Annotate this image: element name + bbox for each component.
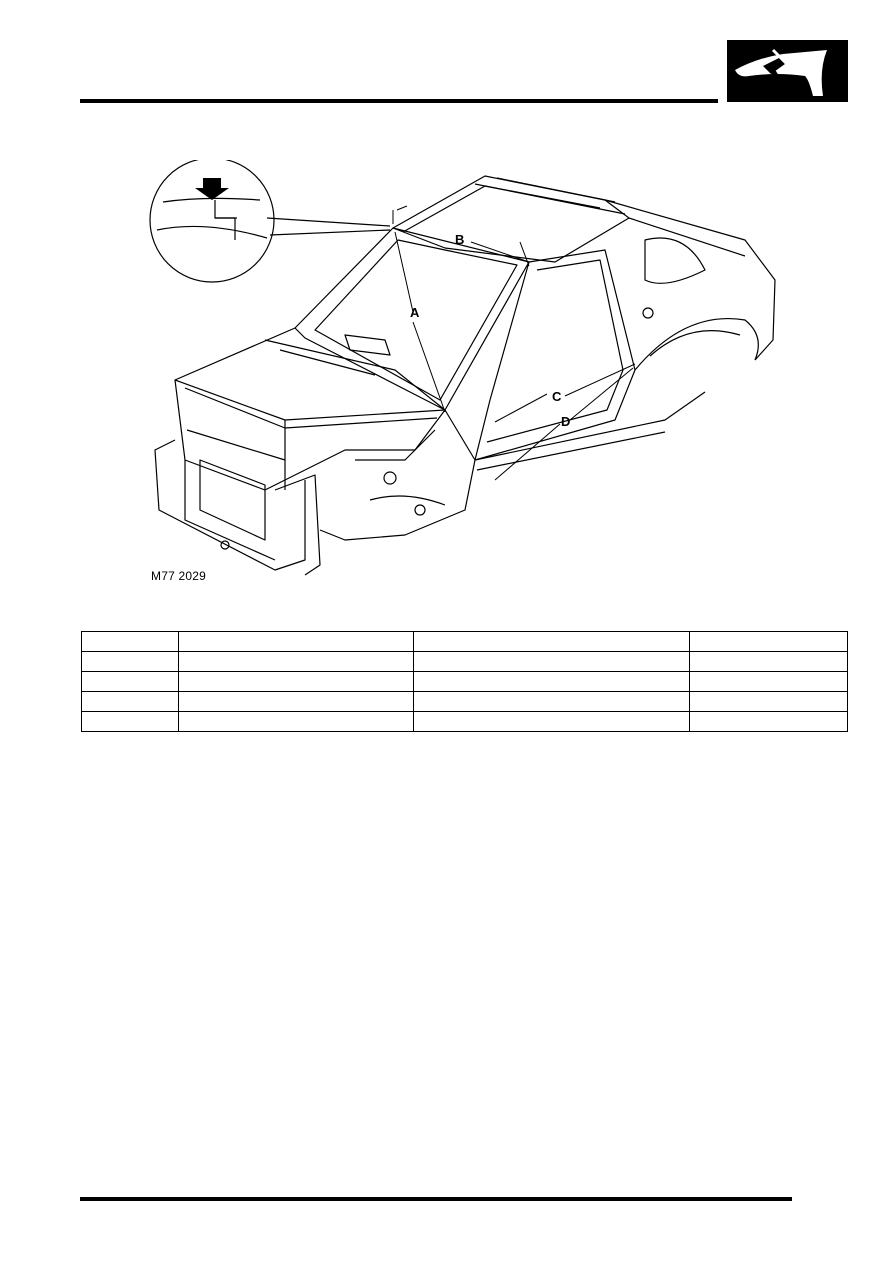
- table-cell: [179, 652, 414, 672]
- table-row: [82, 692, 848, 712]
- table-cell: [179, 712, 414, 732]
- table-cell: [82, 712, 179, 732]
- callout-a: A: [410, 305, 420, 320]
- leader-c: [495, 394, 547, 422]
- table-cell: [179, 672, 414, 692]
- section-badge: [727, 40, 848, 102]
- specification-table: [81, 631, 848, 732]
- callout-b: B: [455, 232, 465, 247]
- table-cell: [179, 692, 414, 712]
- table-cell: [414, 712, 690, 732]
- footer-rule: [80, 1197, 792, 1201]
- table-cell: [414, 632, 690, 652]
- table-cell: [414, 672, 690, 692]
- body-repair-hammer-icon: [727, 40, 848, 102]
- table-cell: [82, 632, 179, 652]
- table-row: [82, 632, 848, 652]
- header-rule: [80, 99, 718, 103]
- table-cell: [414, 652, 690, 672]
- callout-d: D: [561, 414, 571, 429]
- table-cell: [82, 652, 179, 672]
- table-cell: [414, 692, 690, 712]
- table-row: [82, 712, 848, 732]
- table-cell: [690, 712, 848, 732]
- vehicle-body-shell-illustration: [145, 160, 795, 590]
- table-cell: [690, 692, 848, 712]
- table-row: [82, 652, 848, 672]
- table-cell: [82, 672, 179, 692]
- table-cell: [690, 632, 848, 652]
- table-cell: [179, 632, 414, 652]
- leader-a: [395, 232, 445, 412]
- table-cell: [82, 692, 179, 712]
- figure-caption: M77 2029: [151, 569, 206, 583]
- callout-c: C: [552, 389, 562, 404]
- table-cell: [690, 672, 848, 692]
- table-cell: [690, 652, 848, 672]
- table-row: [82, 672, 848, 692]
